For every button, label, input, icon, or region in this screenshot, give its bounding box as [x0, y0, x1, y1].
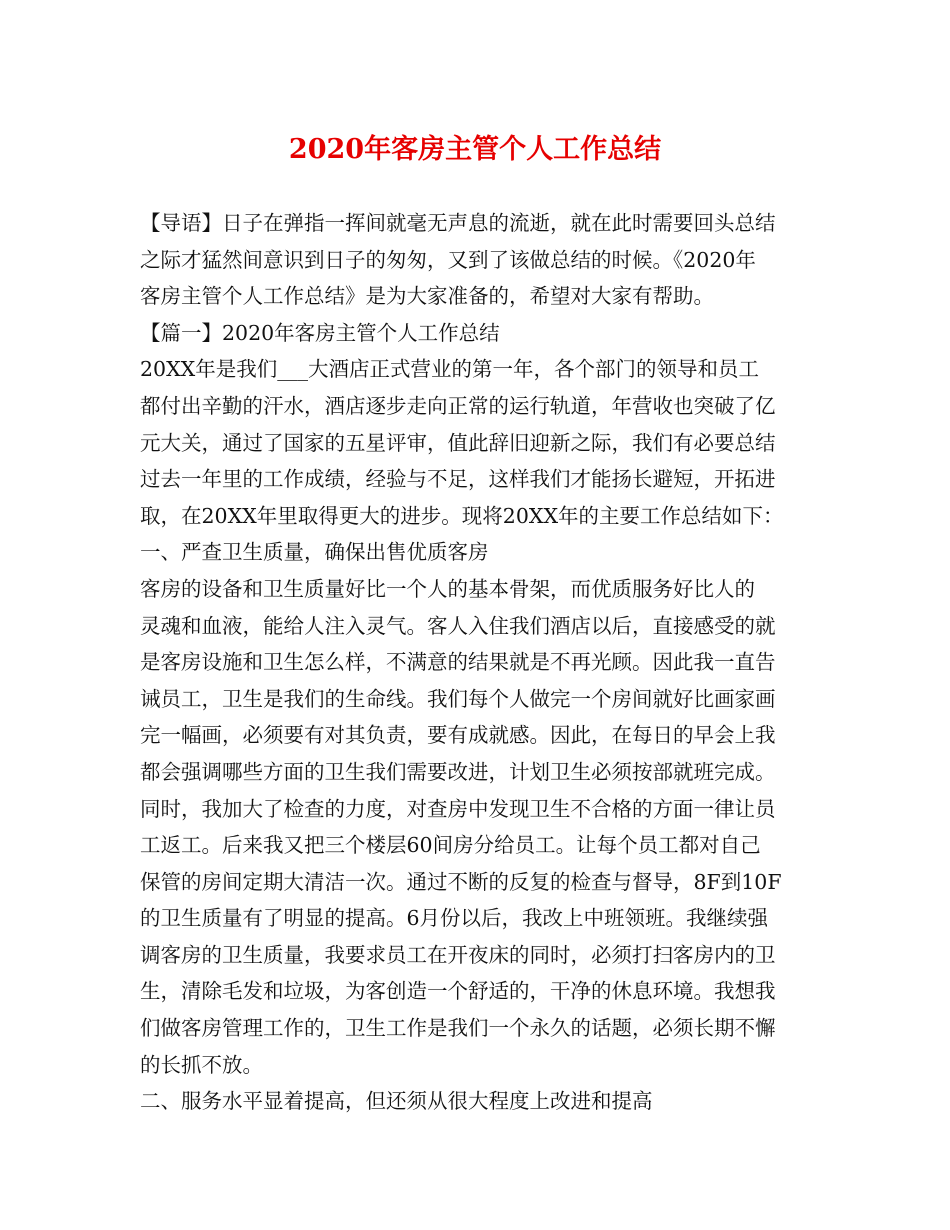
paragraph-line: 是客房设施和卫生怎么样，不满意的结果就是不再光顾。因此我一直告 [140, 650, 776, 675]
paragraph-line: 们做客房管理工作的，卫生工作是我们一个永久的话题，必须长期不懈 [140, 1016, 776, 1041]
paragraph-line: 工返工。后来我又把三个楼层60间房分给员工。让每个员工都对自己 [140, 833, 761, 858]
paragraph-line: 过去一年里的工作成绩，经验与不足，这样我们才能扬长避短，开拓进 [140, 467, 776, 492]
paragraph-line: 都会强调哪些方面的卫生我们需要改进，计划卫生必须按部就班完成。 [140, 759, 776, 784]
paragraph-line: 生，清除毛发和垃圾，为客创造一个舒适的，干净的休息环境。我想我 [140, 979, 776, 1004]
paragraph-line: 诫员工，卫生是我们的生命线。我们每个人做完一个房间就好比画家画 [140, 686, 776, 711]
paragraph-line: 灵魂和血液，能给人注入灵气。客人入住我们酒店以后，直接感受的就 [140, 613, 776, 638]
paragraph-line: 客房主管个人工作总结》是为大家准备的，希望对大家有帮助。 [140, 284, 714, 309]
paragraph-line: 20XX年是我们___大酒店正式营业的第一年，各个部门的领导和员工 [140, 357, 760, 382]
paragraph-line: 之际才猛然间意识到日子的匆匆，又到了该做总结的时候。《2020年 [140, 247, 756, 272]
paragraph-line: 保管的房间定期大清洁一次。通过不断的反复的检查与督导，8F到10F [140, 869, 782, 894]
paragraph-line: 【导语】日子在弹指一挥间就毫无声息的流逝，就在此时需要回头总结 [140, 211, 776, 235]
subsection-heading: 一、严查卫生质量，确保出售优质客房 [140, 540, 489, 565]
paragraph-line: 客房的设备和卫生质量好比一个人的基本骨架，而优质服务好比人的 [140, 576, 755, 601]
paragraph-line: 完一幅画，必须要有对其负责，要有成就感。因此，在每日的早会上我 [140, 723, 776, 748]
document-body [140, 205, 812, 1120]
section-heading: 【篇一】2020年客房主管个人工作总结 [140, 320, 500, 345]
paragraph-line: 的长抓不放。 [140, 1052, 263, 1077]
document-title: 2020年客房主管个人工作总结 [288, 134, 662, 165]
paragraph-line: 的卫生质量有了明显的提高。6月份以后，我改上中班领班。我继续强 [140, 906, 769, 931]
paragraph-line: 元大关，通过了国家的五星评审，值此辞旧迎新之际，我们有必要总结 [140, 430, 776, 455]
paragraph-line: 取，在20XX年里取得更大的进步。现将20XX年的主要工作总结如下： [140, 503, 784, 528]
subsection-heading: 二、服务水平显着提高，但还须从很大程度上改进和提高 [140, 1089, 653, 1114]
paragraph-line: 同时，我加大了检查的力度，对查房中发现卫生不合格的方面一律让员 [140, 796, 776, 821]
paragraph-line: 调客房的卫生质量，我要求员工在开夜床的同时，必须打扫客房内的卫 [140, 942, 776, 967]
paragraph-line: 都付出辛勤的汗水，酒店逐步走向正常的运行轨道，年营收也突破了亿 [140, 393, 776, 418]
